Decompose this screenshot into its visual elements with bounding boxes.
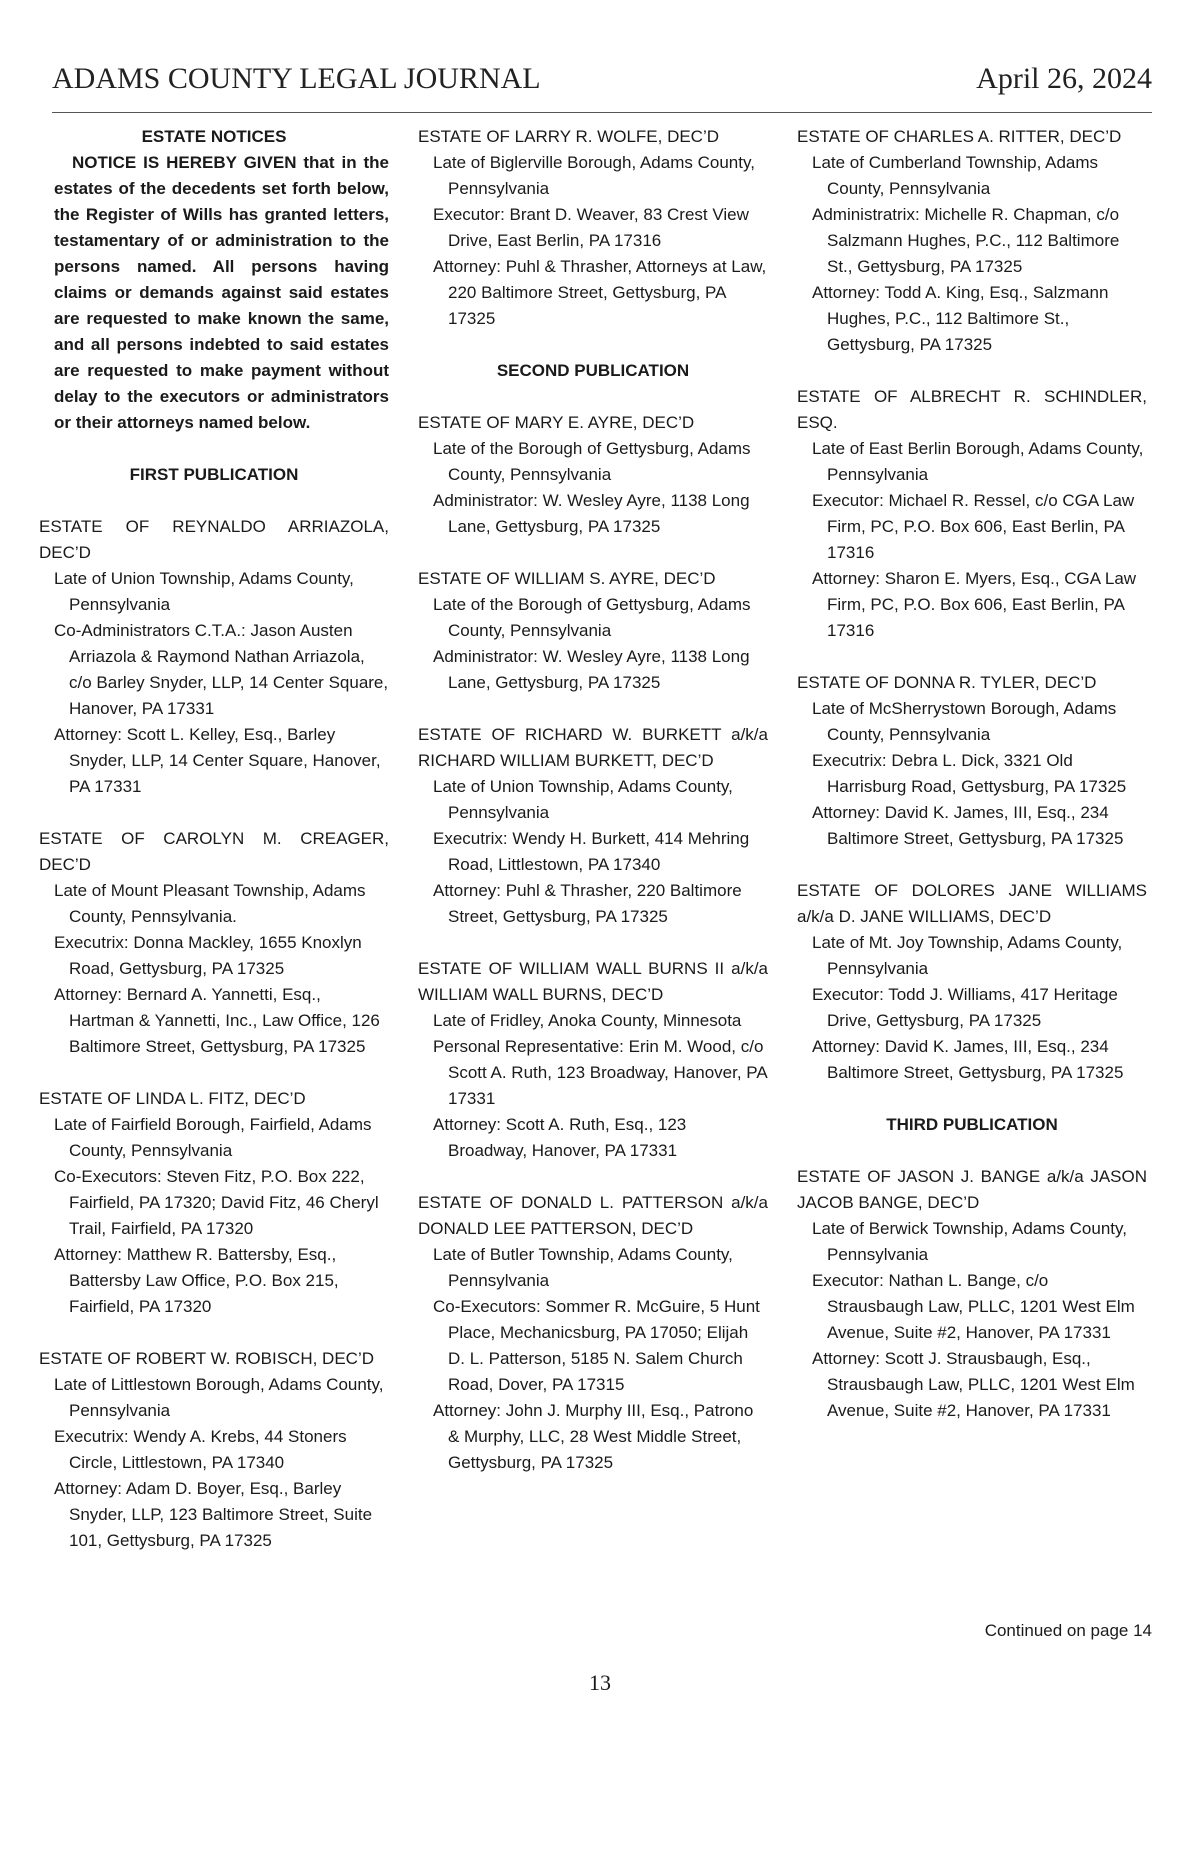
estate-detail-line: Personal Representative: Erin M. Wood, c/o Scott A. Ruth, 123 Broadway, Hanover, PA 17331 [433,1037,767,1108]
column-2 [418,124,768,1502]
estate-detail-line: Executrix: Debra L. Dick, 3321 Old Harrisburg Road, Gettysburg, PA 17325 [812,751,1127,796]
estate-title: ESTATE OF JASON J. BANGE a/k/a JASON JACOB BANGE, DEC’D [797,1167,1147,1212]
estate-list-col3-third [797,1164,1147,1424]
estate-detail-line: Co-Executors: Sommer R. McGuire, 5 Hunt Place, Mechanicsburg, PA 17050; Elijah D. L. Patterson, 5185 N. Salem Church Road, Dover, PA 17315 [433,1297,760,1394]
estate-detail-line: Late of Littlestown Borough, Adams County, Pennsylvania [54,1375,384,1420]
estate-detail-line: Attorney: Adam D. Boyer, Esq., Barley Snyder, LLP, 123 Baltimore Street, Suite 101, Gettysburg, PA 17325 [54,1479,373,1550]
page-number: 13 [589,1670,611,1695]
estate-entry [39,826,389,1060]
estate-title: ESTATE OF DOLORES JANE WILLIAMS a/k/a D. JANE WILLIAMS, DEC’D [797,881,1147,926]
estate-title: ESTATE OF CHARLES A. RITTER, DEC’D [797,127,1122,146]
estate-detail-line: Late of the Borough of Gettysburg, Adams County, Pennsylvania [433,595,751,640]
estate-detail-line: Late of McSherrystown Borough, Adams County, Pennsylvania [812,699,1117,744]
estate-entry [797,670,1147,852]
estate-detail-line: Attorney: John J. Murphy III, Esq., Patrono & Murphy, LLC, 28 West Middle Street, Gettysburg, PA 17325 [433,1401,754,1472]
estate-detail-line: Attorney: Puhl & Thrasher, Attorneys at Law, 220 Baltimore Street, Gettysburg, PA 17325 [433,257,767,328]
estate-detail-line: Executrix: Wendy H. Burkett, 414 Mehring Road, Littlestown, PA 17340 [433,829,750,874]
header-rule [52,112,1152,113]
estate-entry [797,878,1147,1086]
journal-title: ADAMS COUNTY LEGAL JOURNAL [52,62,541,95]
estate-detail-line: Late of the Borough of Gettysburg, Adams County, Pennsylvania [433,439,751,484]
estate-detail-line: Attorney: David K. James, III, Esq., 234 Baltimore Street, Gettysburg, PA 17325 [812,803,1124,848]
estate-detail-line: Executrix: Donna Mackley, 1655 Knoxlyn Road, Gettysburg, PA 17325 [54,933,362,978]
estate-title: ESTATE OF ROBERT W. ROBISCH, DEC’D [39,1349,375,1368]
estate-detail-line: Late of Fairfield Borough, Fairfield, Adams County, Pennsylvania [54,1115,372,1160]
estate-detail-line: Executor: Nathan L. Bange, c/o Strausbaugh Law, PLLC, 1201 West Elm Avenue, Suite #2, Hanover, PA 17331 [812,1271,1135,1342]
third-publication-heading: THIRD PUBLICATION [886,1115,1058,1134]
estate-entry [39,514,389,800]
estate-entry [418,956,768,1164]
estate-detail-line: Late of Mount Pleasant Township, Adams County, Pennsylvania. [54,881,366,926]
estate-entry [39,1346,389,1554]
estate-entry [418,722,768,930]
estate-list-col2-first [418,124,768,332]
estate-entry [418,124,768,332]
notice-body: NOTICE IS HEREBY GIVEN that in the estates of the decedents set forth below, the Register of Wills has granted letters, testamentary of or administration to the persons named. All persons having claims or demands against said estates are requested to make known the same, and all persons indebted to said estates are requested to make payment without delay to the executors or administrators or their attorneys named below. [54,153,389,432]
estate-detail-line: Executor: Michael R. Ressel, c/o CGA Law Firm, PC, P.O. Box 606, East Berlin, PA 17316 [812,491,1135,562]
estate-detail-line: Late of Mt. Joy Township, Adams County, Pennsylvania [812,933,1123,978]
estate-detail-line: Late of Union Township, Adams County, Pennsylvania [433,777,733,822]
estate-title: ESTATE OF RICHARD W. BURKETT a/k/a RICHARD WILLIAM BURKETT, DEC’D [418,725,768,770]
estate-detail-line: Attorney: Scott L. Kelley, Esq., Barley Snyder, LLP, 14 Center Square, Hanover, PA 17331 [54,725,381,796]
estate-entry [418,410,768,540]
estate-detail-line: Co-Administrators C.T.A.: Jason Austen Arriazola & Raymond Nathan Arriazola, c/o Barley Snyder, LLP, 14 Center Square, Hanover, PA 17331 [54,621,389,718]
estate-detail-line: Late of Berwick Township, Adams County, Pennsylvania [812,1219,1127,1264]
estate-detail-line: Administratrix: Michelle R. Chapman, c/o Salzmann Hughes, P.C., 112 Baltimore St., Gettysburg, PA 17325 [812,205,1120,276]
estate-detail-line: Attorney: Puhl & Thrasher, 220 Baltimore Street, Gettysburg, PA 17325 [433,881,742,926]
estate-detail-line: Attorney: Scott A. Ruth, Esq., 123 Broadway, Hanover, PA 17331 [433,1115,687,1160]
estate-detail-line: Executrix: Wendy A. Krebs, 44 Stoners Circle, Littlestown, PA 17340 [54,1427,347,1472]
estate-title: ESTATE OF DONALD L. PATTERSON a/k/a DONALD LEE PATTERSON, DEC’D [418,1193,768,1238]
estate-title: ESTATE OF ALBRECHT R. SCHINDLER, ESQ. [797,387,1147,432]
estate-entry [797,384,1147,644]
second-publication-heading: SECOND PUBLICATION [496,361,690,380]
estate-title: ESTATE OF WILLIAM WALL BURNS II a/k/a WILLIAM WALL BURNS, DEC’D [418,959,768,1004]
estate-entry [418,566,768,696]
estate-detail-line: Attorney: Todd A. King, Esq., Salzmann Hughes, P.C., 112 Baltimore St., Gettysburg, PA 17325 [812,283,1109,354]
issue-date: April 26, 2024 [976,62,1152,95]
estate-detail-line: Executor: Brant D. Weaver, 83 Crest View Drive, East Berlin, PA 17316 [433,205,749,250]
estate-detail-line: Administrator: W. Wesley Ayre, 1138 Long Lane, Gettysburg, PA 17325 [433,491,750,536]
estate-list-col2-second [418,410,768,1476]
estate-list-col1 [39,514,389,1554]
estate-entry [797,124,1147,358]
estate-detail-line: Attorney: Scott J. Strausbaugh, Esq., Strausbaugh Law, PLLC, 1201 West Elm Avenue, Suite #2, Hanover, PA 17331 [812,1349,1135,1420]
estate-title: ESTATE OF LINDA L. FITZ, DEC’D [39,1089,306,1108]
estate-title: ESTATE OF LARRY R. WOLFE, DEC’D [418,127,720,146]
estate-title: ESTATE OF MARY E. AYRE, DEC’D [418,413,695,432]
estate-title: ESTATE OF WILLIAM S. AYRE, DEC’D [418,569,716,588]
estate-title: ESTATE OF REYNALDO ARRIAZOLA, DEC’D [39,517,389,562]
estate-detail-line: Late of Union Township, Adams County, Pennsylvania [54,569,354,614]
estate-detail-line: Late of Cumberland Township, Adams County, Pennsylvania [812,153,1099,198]
estate-entry [39,1086,389,1320]
estate-title: ESTATE OF DONNA R. TYLER, DEC’D [797,673,1097,692]
journal-header [52,62,1152,96]
estate-entry [418,1190,768,1476]
estate-detail-line: Attorney: Sharon E. Myers, Esq., CGA Law Firm, PC, P.O. Box 606, East Berlin, PA 17316 [812,569,1137,640]
estate-notices-heading: ESTATE NOTICES [141,127,287,146]
continued-note: Continued on page 14 [984,1621,1152,1640]
estate-detail-line: Attorney: David K. James, III, Esq., 234 Baltimore Street, Gettysburg, PA 17325 [812,1037,1124,1082]
column-3 [797,124,1147,1450]
estate-detail-line: Late of Butler Township, Adams County, Pennsylvania [433,1245,733,1290]
first-publication-heading: FIRST PUBLICATION [129,465,299,484]
estate-detail-line: Late of Biglerville Borough, Adams County, Pennsylvania [433,153,755,198]
estate-title: ESTATE OF CAROLYN M. CREAGER, DEC’D [39,829,389,874]
estate-detail-line: Attorney: Matthew R. Battersby, Esq., Battersby Law Office, P.O. Box 215, Fairfield, PA 17320 [54,1245,339,1316]
estate-detail-line: Attorney: Bernard A. Yannetti, Esq., Hartman & Yannetti, Inc., Law Office, 126 Baltimore Street, Gettysburg, PA 17325 [54,985,380,1056]
estate-detail-line: Late of East Berlin Borough, Adams County, Pennsylvania [812,439,1144,484]
estate-detail-line: Co-Executors: Steven Fitz, P.O. Box 222, Fairfield, PA 17320; David Fitz, 46 Cheryl Trail, Fairfield, PA 17320 [54,1167,379,1238]
column-1 [39,124,389,1580]
estate-list-col3-second [797,124,1147,1086]
estate-entry [797,1164,1147,1424]
estate-detail-line: Late of Fridley, Anoka County, Minnesota [433,1011,742,1030]
estate-detail-line: Administrator: W. Wesley Ayre, 1138 Long Lane, Gettysburg, PA 17325 [433,647,750,692]
estate-detail-line: Executor: Todd J. Williams, 417 Heritage Drive, Gettysburg, PA 17325 [812,985,1118,1030]
